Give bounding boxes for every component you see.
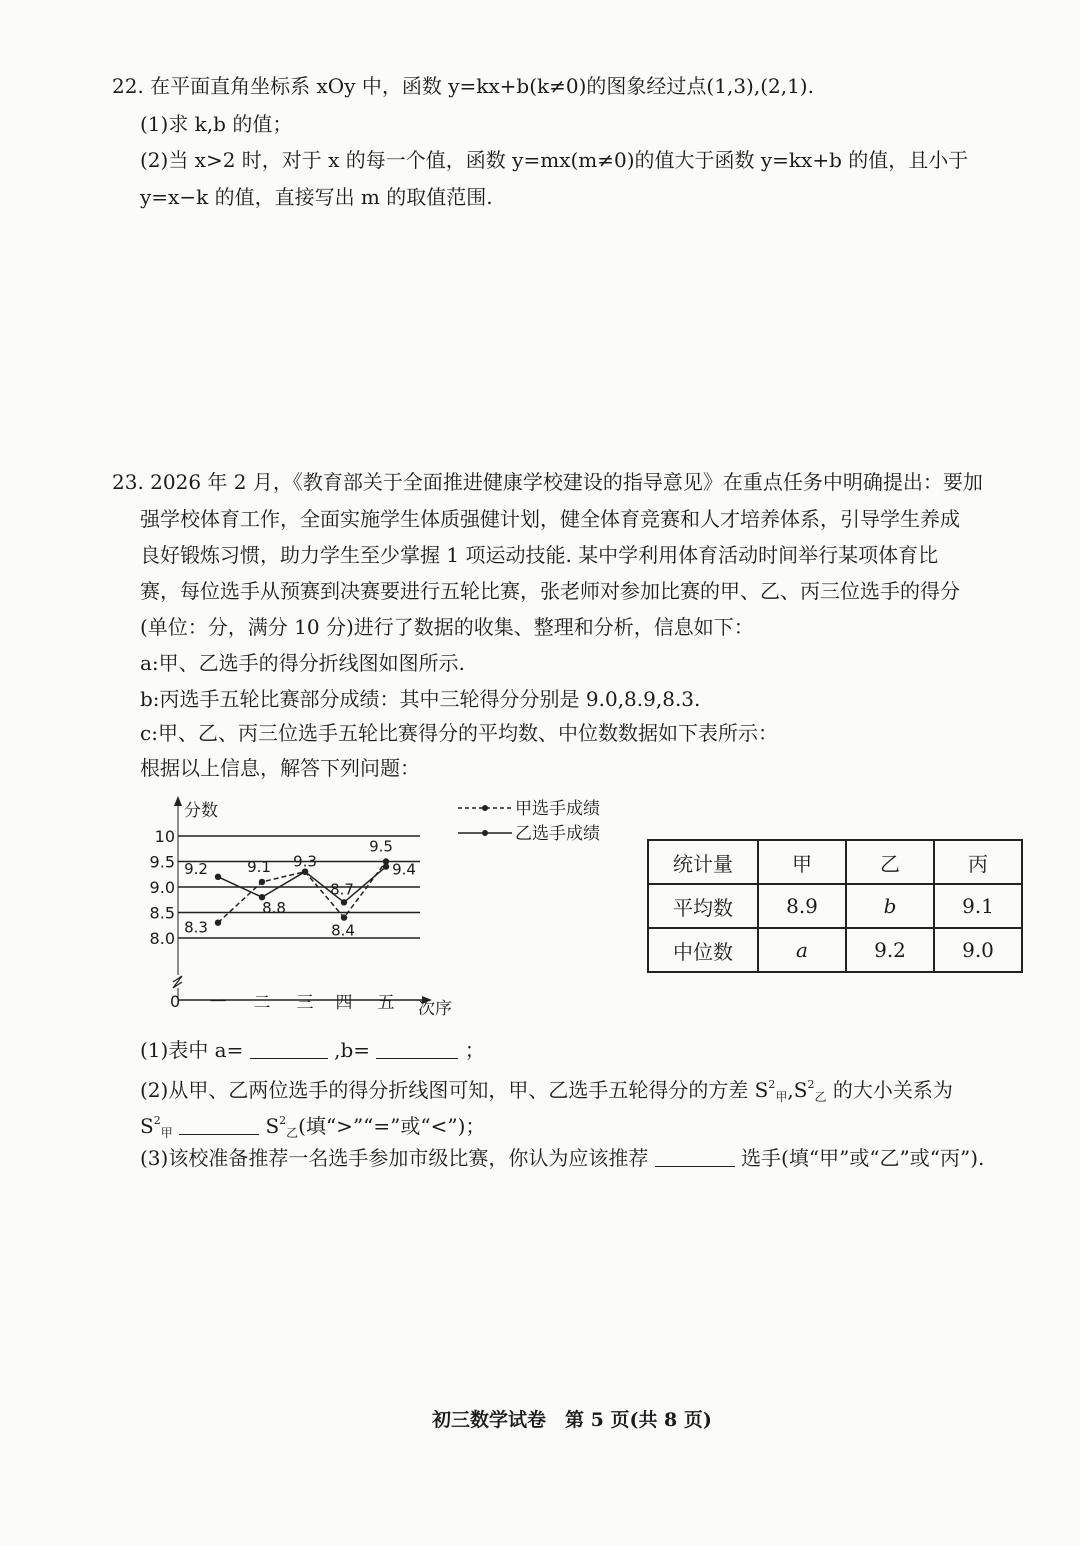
y-axis-title: 分数: [184, 801, 218, 821]
table-cell: 9.1: [934, 884, 1022, 928]
answer-blank-recommend[interactable]: [655, 1144, 735, 1167]
q23-info-b: b:丙选手五轮比赛部分成绩：其中三轮得分分别是 9.0,8.9,8.3.: [140, 687, 701, 711]
superscript: 2: [279, 1114, 287, 1127]
chart-axes: [173, 796, 432, 1004]
x-tick-label: 一: [209, 993, 227, 1013]
q23-sub2-line2: [140, 1107, 485, 1147]
data-label: 9.2: [184, 859, 208, 878]
q23-sub3-tail: 选手(填“甲”或“乙”或“丙”).: [741, 1146, 985, 1170]
q22-part1: (1)求 k,b 的值；: [140, 112, 293, 136]
q23-sub2-line2-tail: (填“>”“=”或“<”)；: [298, 1114, 486, 1138]
answer-blank-b[interactable]: [376, 1036, 458, 1059]
table-row: [648, 884, 1022, 928]
answer-blank-variance[interactable]: [179, 1112, 259, 1135]
table-header-cell: 统计量: [648, 840, 758, 884]
x-tick-label: 三: [296, 993, 314, 1013]
chart-labels: [150, 801, 452, 1019]
score-line-chart: [140, 790, 630, 1025]
table-cell: 9.0: [934, 928, 1022, 972]
answer-blank-a[interactable]: [250, 1036, 328, 1059]
data-label: 8.3: [184, 918, 208, 937]
y-tick-label: 10: [154, 827, 175, 846]
table-cell: 中位数: [648, 928, 758, 972]
series-point-0: [215, 920, 221, 926]
y-tick-label: 9.0: [149, 878, 175, 897]
q23-sub2-tail: 的大小关系为: [826, 1078, 953, 1102]
q23-sub1-end: ；: [464, 1038, 485, 1062]
q23-intro-line5: (单位：分，满分 10 分)进行了数据的收集、整理和分析，信息如下：: [140, 615, 754, 639]
y-tick-label: 8.5: [149, 903, 175, 923]
table-header-cell: 甲: [758, 840, 846, 884]
axis-break-mark: [173, 976, 182, 988]
series-point-1: [341, 899, 347, 905]
x-tick-label: 四: [335, 993, 353, 1013]
subscript-yi: 乙: [814, 1090, 827, 1104]
table-row: [648, 928, 1022, 972]
legend-label: 乙选手成绩: [515, 824, 600, 844]
legend-marker: [482, 805, 488, 811]
data-label: 9.5: [369, 837, 393, 856]
table-cell: 9.2: [846, 928, 934, 972]
y-axis-arrow: [174, 796, 182, 806]
x-axis-title: 次序: [418, 999, 452, 1019]
q23-intro-line4: 赛，每位选手从预赛到决赛要进行五轮比赛，张老师对参加比赛的甲、乙、丙三位选手的得分: [140, 579, 960, 603]
origin-label: 0: [170, 992, 181, 1011]
series-point-0: [341, 914, 347, 920]
q23-intro-line1: 23. 2026 年 2 月，《教育部关于全面推进健康学校建设的指导意见》在重点任务中明确提出：要加: [112, 470, 983, 494]
table-header-cell: 丙: [934, 840, 1022, 884]
table-cell: a: [758, 928, 846, 972]
stats-table: [647, 839, 1023, 973]
q23-sub2-s: S: [140, 1114, 154, 1138]
q23-sub2-text: (2)从甲、乙两位选手的得分折线图可知，甲、乙选手五轮得分的方差 S: [140, 1078, 769, 1102]
series-point-1: [383, 863, 389, 869]
legend-marker: [482, 830, 488, 836]
table-header-cell: 乙: [846, 840, 934, 884]
q23-sub1-label: (1)表中 a=: [140, 1038, 244, 1062]
data-label: 9.3: [293, 852, 317, 871]
series-point-0: [259, 879, 265, 885]
x-tick-label: 五: [377, 993, 395, 1013]
q22-stem: 22. 在平面直角坐标系 xOy 中，函数 y=kx+b(k≠0)的图象经过点(1,3),(2,1).: [112, 74, 814, 98]
page-footer: 初三数学试卷 第 5 页(共 8 页): [432, 1409, 712, 1431]
q23-sub1: [140, 1036, 485, 1064]
table-cell: 平均数: [648, 884, 758, 928]
superscript: 2: [768, 1078, 776, 1091]
y-tick-label: 8.0: [149, 929, 175, 948]
q23-sub1-mid: ,b=: [334, 1038, 371, 1062]
data-label: 9.1: [247, 857, 271, 876]
subscript-jia: 甲: [160, 1126, 173, 1140]
x-tick-label: 二: [253, 993, 271, 1013]
q23-info-a: a:甲、乙选手的得分折线图如图所示.: [140, 651, 466, 675]
q23-sub3: [140, 1144, 984, 1172]
table-header-row: [648, 840, 1022, 884]
superscript: 2: [153, 1114, 161, 1127]
q23-sub2-comma: ,S: [787, 1078, 808, 1102]
table-cell: 8.9: [758, 884, 846, 928]
q23-sub2-line1: [140, 1071, 953, 1111]
legend-label: 甲选手成绩: [515, 799, 600, 819]
q22-part2-line2: y=x−k 的值，直接写出 m 的取值范围.: [140, 185, 493, 209]
q23-intro-line2: 强学校体育工作，全面实施学生体质强健计划，健全体育竞赛和人才培养体系，引导学生养成: [140, 507, 960, 531]
q23-prompt: 根据以上信息，解答下列问题：: [140, 756, 420, 780]
table-cell: b: [846, 884, 934, 928]
data-label: 8.4: [331, 921, 355, 940]
data-label: 8.8: [262, 899, 286, 918]
q22-part2-line1: (2)当 x>2 时，对于 x 的每一个值，函数 y=mx(m≠0)的值大于函数 y=kx+b 的值，且小于: [140, 148, 969, 172]
superscript: 2: [807, 1078, 815, 1091]
q23-sub3-label: (3)该校准备推荐一名选手参加市级比赛，你认为应该推荐: [140, 1146, 649, 1170]
q23-intro-line3: 良好锻炼习惯，助力学生至少掌握 1 项运动技能. 某中学利用体育活动时间举行某项体育比: [140, 543, 939, 567]
series-point-1: [215, 874, 221, 880]
y-tick-label: 9.5: [149, 852, 175, 872]
q23-info-c: c:甲、乙、丙三位选手五轮比赛得分的平均数、中位数数据如下表所示：: [140, 721, 778, 745]
q23-sub2-s2: S: [265, 1114, 280, 1138]
subscript-jia: 甲: [775, 1090, 788, 1104]
data-label: 9.4: [392, 860, 416, 879]
data-label: 8.7: [330, 880, 354, 899]
chart-legend: [458, 799, 600, 844]
subscript-yi: 乙: [286, 1126, 299, 1140]
